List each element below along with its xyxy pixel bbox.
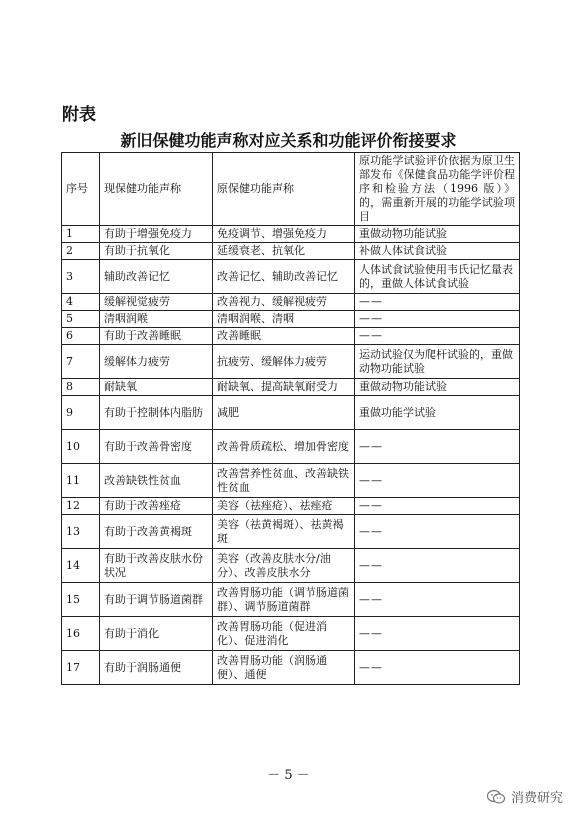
cell-no: 5 xyxy=(62,311,100,328)
cell-retest-requirement: —— xyxy=(355,617,520,651)
cell-original-claim: 清咽润喉、清咽 xyxy=(213,311,355,328)
cell-original-claim: 改善胃肠功能（调节肠道菌群）、调节肠道菌群 xyxy=(213,583,355,617)
cell-current-claim: 缓解体力疲劳 xyxy=(100,345,213,379)
cell-no: 10 xyxy=(62,430,100,464)
table-row xyxy=(62,226,520,243)
cell-original-claim: 美容（祛痤疮）、祛痤疮 xyxy=(213,498,355,515)
cell-current-claim: 有助于改善骨密度 xyxy=(100,430,213,464)
cell-current-claim: 改善缺铁性贫血 xyxy=(100,464,213,498)
table-row xyxy=(62,379,520,396)
cell-current-claim: 有助于抗氧化 xyxy=(100,243,213,260)
watermark-text: 消费研究 xyxy=(510,791,563,806)
table-title: 新旧保健功能声称对应关系和功能评价衔接要求 xyxy=(120,131,457,150)
cell-no: 15 xyxy=(62,583,100,617)
cell-original-claim: 抗疲劳、缓解体力疲劳 xyxy=(213,345,355,379)
cell-current-claim: 有助于调节肠道菌群 xyxy=(100,583,213,617)
cell-original-claim: 减肥 xyxy=(213,396,355,430)
cell-original-claim: 延缓衰老、抗氧化 xyxy=(213,243,355,260)
cell-retest-requirement: —— xyxy=(355,311,520,328)
cell-original-claim: 改善视力、缓解视疲劳 xyxy=(213,294,355,311)
cell-no: 1 xyxy=(62,226,100,243)
cell-current-claim: 清咽润喉 xyxy=(100,311,213,328)
cell-original-claim: 改善营养性贫血、改善缺铁性贫血 xyxy=(213,464,355,498)
cell-current-claim: 有助于消化 xyxy=(100,617,213,651)
cell-no: 8 xyxy=(62,379,100,396)
header-no: 序号 xyxy=(62,153,100,226)
table-row xyxy=(62,396,520,430)
cell-retest-requirement: —— xyxy=(355,515,520,549)
table-row xyxy=(62,328,520,345)
table-row xyxy=(62,583,520,617)
table-row xyxy=(62,260,520,294)
cell-retest-requirement: 补做人体试食试验 xyxy=(355,243,520,260)
cell-retest-requirement: —— xyxy=(355,498,520,515)
cell-retest-requirement: 重做功能学试验 xyxy=(355,396,520,430)
cell-no: 17 xyxy=(62,651,100,685)
cell-original-claim: 美容（祛黄褐斑）、祛黄褐斑 xyxy=(213,515,355,549)
cell-current-claim: 有助于控制体内脂肪 xyxy=(100,396,213,430)
cell-current-claim: 辅助改善记忆 xyxy=(100,260,213,294)
cell-current-claim: 有助于改善黄褐斑 xyxy=(100,515,213,549)
header-original-claim: 原保健功能声称 xyxy=(213,153,355,226)
cell-current-claim: 有助于改善睡眠 xyxy=(100,328,213,345)
header-retest-requirement: 原功能学试验评价依据为原卫生部发布《保健食品功能学评价程序和检验方法（1996 版）》的，需重新开展的功能学试验项目 xyxy=(355,153,520,226)
table-row xyxy=(62,498,520,515)
cell-retest-requirement: —— xyxy=(355,549,520,583)
cell-current-claim: 耐缺氧 xyxy=(100,379,213,396)
table-row xyxy=(62,464,520,498)
appendix-heading: 附表 xyxy=(62,105,96,125)
cell-retest-requirement: —— xyxy=(355,583,520,617)
cell-retest-requirement: —— xyxy=(355,328,520,345)
table-row xyxy=(62,430,520,464)
table-header-row xyxy=(62,153,520,226)
table-row xyxy=(62,617,520,651)
table-row xyxy=(62,311,520,328)
watermark xyxy=(486,787,563,806)
table-row xyxy=(62,515,520,549)
cell-no: 13 xyxy=(62,515,100,549)
table-row xyxy=(62,294,520,311)
cell-current-claim: 缓解视觉疲劳 xyxy=(100,294,213,311)
cell-original-claim: 改善骨质疏松、增加骨密度 xyxy=(213,430,355,464)
cell-retest-requirement: 重做动物功能试验 xyxy=(355,379,520,396)
cell-retest-requirement: 人体试食试验使用韦氏记忆量表的，重做人体试食试验 xyxy=(355,260,520,294)
wechat-official-account-icon xyxy=(486,789,506,805)
cell-retest-requirement: 重做动物功能试验 xyxy=(355,226,520,243)
cell-no: 14 xyxy=(62,549,100,583)
table-body xyxy=(62,226,520,685)
cell-no: 7 xyxy=(62,345,100,379)
cell-no: 12 xyxy=(62,498,100,515)
cell-no: 9 xyxy=(62,396,100,430)
cell-retest-requirement: —— xyxy=(355,430,520,464)
cell-no: 3 xyxy=(62,260,100,294)
cell-retest-requirement: —— xyxy=(355,464,520,498)
table-row xyxy=(62,243,520,260)
cell-no: 16 xyxy=(62,617,100,651)
cell-current-claim: 有助于增强免疫力 xyxy=(100,226,213,243)
cell-current-claim: 有助于润肠通便 xyxy=(100,651,213,685)
cell-original-claim: 改善胃肠功能（润肠通便）、通便 xyxy=(213,651,355,685)
cell-no: 11 xyxy=(62,464,100,498)
cell-no: 6 xyxy=(62,328,100,345)
cell-original-claim: 耐缺氧、提高缺氧耐受力 xyxy=(213,379,355,396)
page-number: － 5 － xyxy=(267,768,310,783)
cell-retest-requirement: —— xyxy=(355,294,520,311)
cell-original-claim: 改善记忆、辅助改善记忆 xyxy=(213,260,355,294)
cell-retest-requirement: 运动试验仅为爬杆试验的，重做动物功能试验 xyxy=(355,345,520,379)
cell-retest-requirement: —— xyxy=(355,651,520,685)
cell-original-claim: 改善胃肠功能（促进消化）、促进消化 xyxy=(213,617,355,651)
header-current-claim: 现保健功能声称 xyxy=(100,153,213,226)
cell-original-claim: 美容（改善皮肤水分/油分）、改善皮肤水分 xyxy=(213,549,355,583)
cell-no: 2 xyxy=(62,243,100,260)
cell-current-claim: 有助于改善皮肤水份状况 xyxy=(100,549,213,583)
cell-original-claim: 免疫调节、增强免疫力 xyxy=(213,226,355,243)
cell-original-claim: 改善睡眠 xyxy=(213,328,355,345)
cell-current-claim: 有助于改善痤疮 xyxy=(100,498,213,515)
table-row xyxy=(62,345,520,379)
table-row xyxy=(62,549,520,583)
cell-no: 4 xyxy=(62,294,100,311)
table-row xyxy=(62,651,520,685)
claims-table xyxy=(61,152,520,685)
